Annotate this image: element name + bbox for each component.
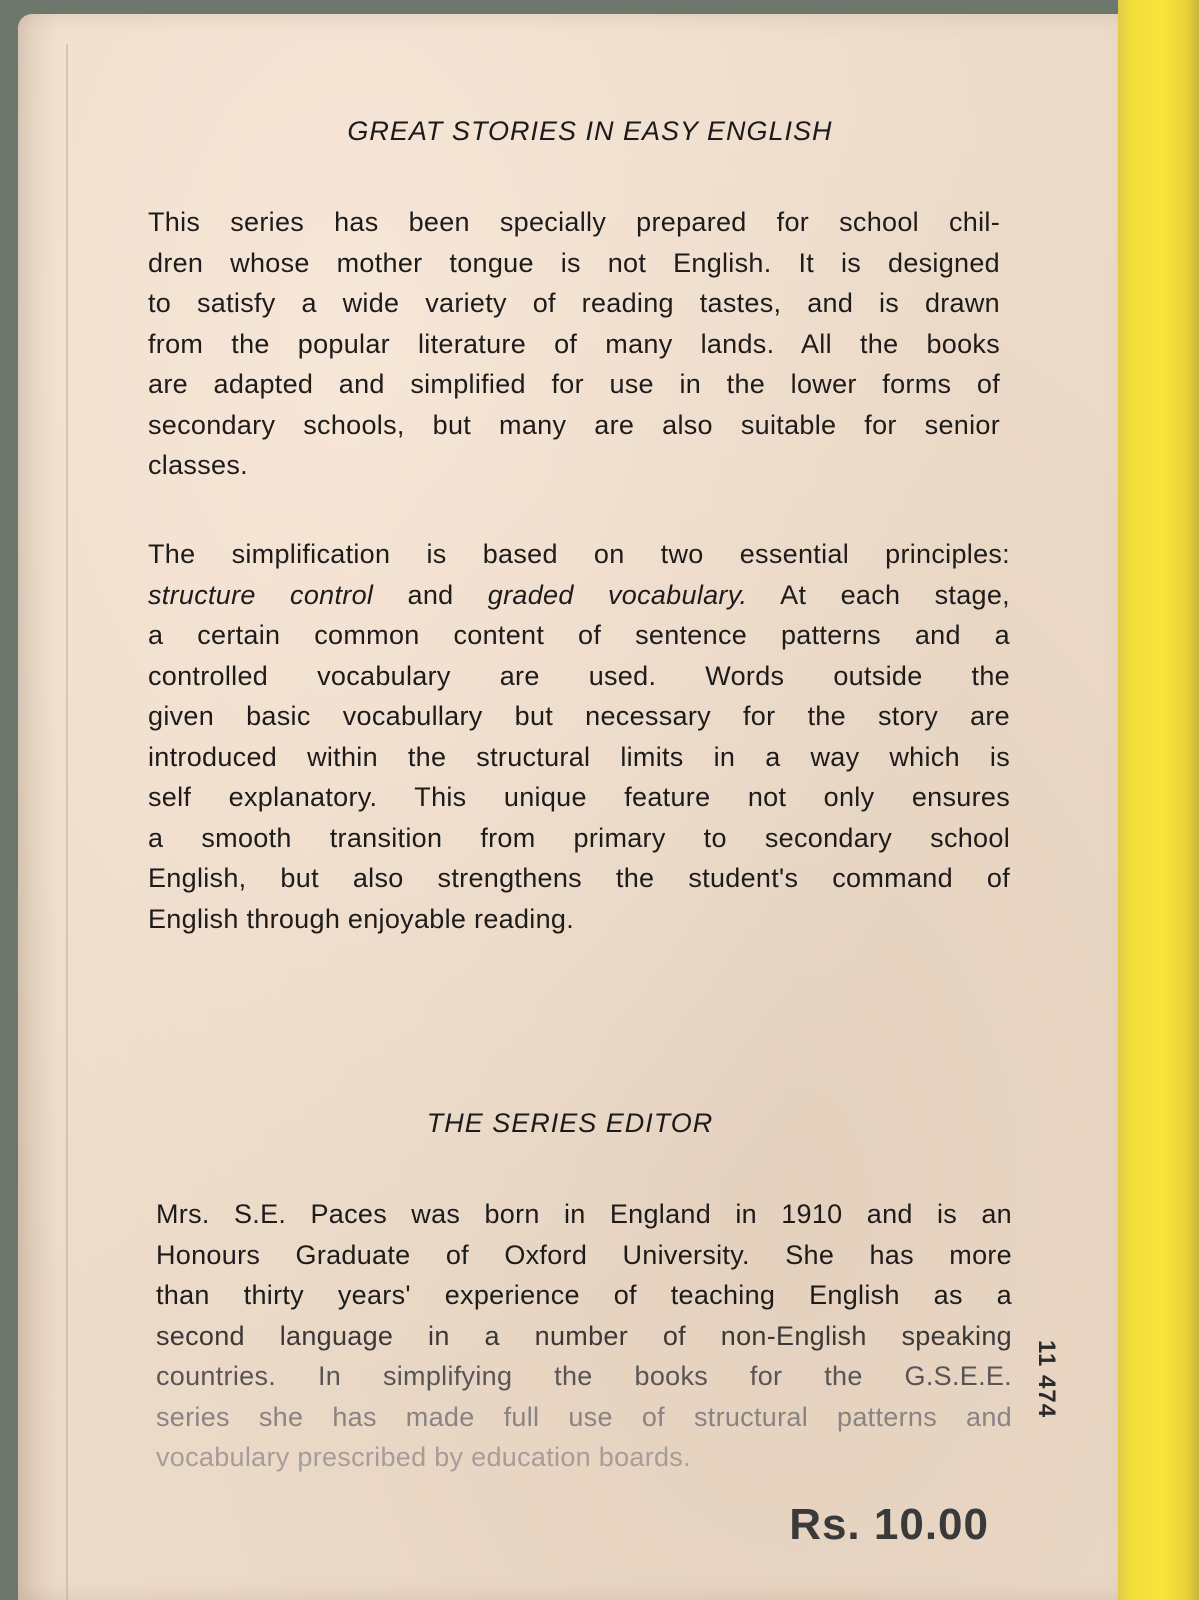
principles-line bbox=[148, 575, 1010, 616]
term-graded-vocabulary: graded vocabulary. bbox=[487, 579, 748, 610]
intro-line: are adapted and simplified for use in the lower forms of bbox=[148, 369, 1000, 399]
principles-line-rest: At each stage, bbox=[747, 579, 1010, 610]
principles-line: controlled vocabulary are used. Words outside the bbox=[148, 660, 1010, 691]
editor-line: series she has made full use of structural patterns and bbox=[156, 1401, 1012, 1432]
series-heading: GREAT STORIES IN EASY ENGLISH bbox=[347, 116, 833, 146]
editor-paragraph bbox=[156, 1194, 1012, 1478]
intro-line: This series has been specially prepared for school chil- bbox=[148, 207, 1000, 237]
principles-line: introduced within the structural limits in a way which is bbox=[148, 741, 1010, 772]
intro-line: from the popular literature of many lands. All the books bbox=[148, 328, 1000, 359]
principles-line: English through enjoyable reading. bbox=[148, 903, 574, 934]
intro-line: to satisfy a wide variety of reading tastes, and is drawn bbox=[148, 288, 1000, 318]
principles-line: given basic vocabullary but necessary for the story are bbox=[148, 701, 1010, 731]
principles-line: English, but also strengthens the student's command of bbox=[148, 863, 1010, 893]
yellow-spine bbox=[1118, 0, 1199, 1600]
editor-line: Honours Graduate of Oxford University. She has more bbox=[156, 1239, 1012, 1270]
spine-code: 11 474 bbox=[1033, 1340, 1060, 1419]
editor-line: than thirty years' experience of teaching English as a bbox=[156, 1280, 1012, 1310]
editor-heading: THE SERIES EDITOR bbox=[426, 1108, 714, 1138]
editor-line: countries. In simplifying the books for the G.S.E.E. bbox=[156, 1361, 1012, 1391]
principles-line: The simplification is based on two essential principles: bbox=[148, 539, 1010, 569]
intro-paragraph bbox=[148, 202, 1000, 486]
principles-line: a smooth transition from primary to secondary school bbox=[148, 822, 1010, 853]
editor-line: vocabulary prescribed by education boards. bbox=[156, 1442, 691, 1472]
intro-line: dren whose mother tongue is not English. It is designed bbox=[148, 247, 1000, 278]
cover-crease bbox=[66, 44, 68, 1600]
price-label: Rs. 10.00 bbox=[789, 1500, 989, 1549]
principles-line: self explanatory. This unique feature not only ensures bbox=[148, 782, 1010, 812]
principles-line: a certain common content of sentence patterns and a bbox=[148, 620, 1010, 650]
intro-line: classes. bbox=[148, 450, 248, 480]
editor-line: second language in a number of non-English speaking bbox=[156, 1320, 1012, 1351]
intro-line: secondary schools, but many are also suitable for senior bbox=[148, 409, 1000, 440]
editor-line: Mrs. S.E. Paces was born in England in 1910 and is an bbox=[156, 1199, 1012, 1229]
principles-paragraph bbox=[148, 534, 1010, 939]
term-structure-control: structure control bbox=[148, 579, 374, 610]
term-connector: and bbox=[373, 579, 488, 610]
